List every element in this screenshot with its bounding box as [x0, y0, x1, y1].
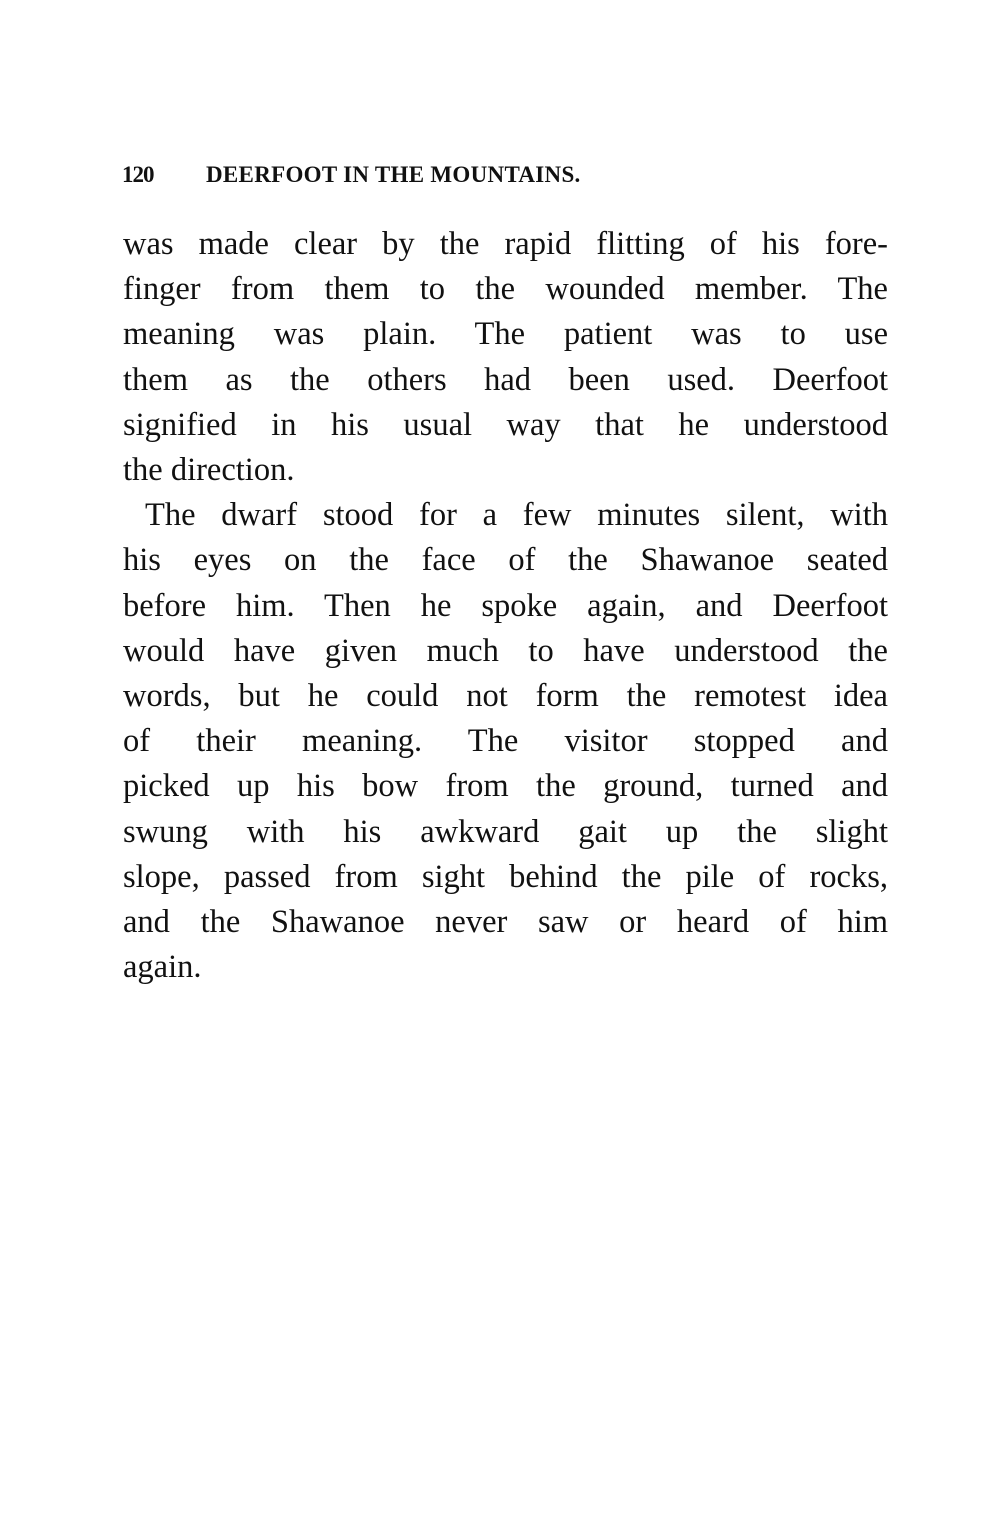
- text-line: meaning was plain. The patient was to use: [123, 316, 888, 353]
- text-line: the direction.: [123, 452, 295, 489]
- text-line: again.: [123, 949, 202, 986]
- text-line: picked up his bow from the ground, turned and: [123, 768, 888, 805]
- text-line: before him. Then he spoke again, and Deerfoot: [123, 587, 888, 624]
- page-number: 120: [122, 162, 154, 187]
- text-line: his eyes on the face of the Shawanoe seated: [123, 542, 888, 579]
- text-line: would have given much to have understood the: [123, 632, 888, 669]
- text-line: signified in his usual way that he understood: [123, 406, 888, 443]
- running-title: DEERFOOT IN THE MOUNTAINS.: [206, 162, 581, 187]
- running-header: [122, 162, 782, 192]
- body-text: [123, 222, 888, 990]
- text-line: words, but he could not form the remotest idea: [123, 678, 888, 715]
- text-line: them as the others had been used. Deerfoot: [123, 361, 888, 398]
- text-line: of their meaning. The visitor stopped and: [123, 723, 888, 760]
- text-line: finger from them to the wounded member. The: [123, 271, 888, 308]
- text-line: swung with his awkward gait up the slight: [123, 813, 888, 850]
- text-line: and the Shawanoe never saw or heard of him: [123, 904, 888, 941]
- text-line: slope, passed from sight behind the pile of rocks,: [123, 858, 888, 895]
- text-line: was made clear by the rapid flitting of his fore-: [123, 226, 888, 262]
- text-line: The dwarf stood for a few minutes silent, with: [145, 497, 888, 534]
